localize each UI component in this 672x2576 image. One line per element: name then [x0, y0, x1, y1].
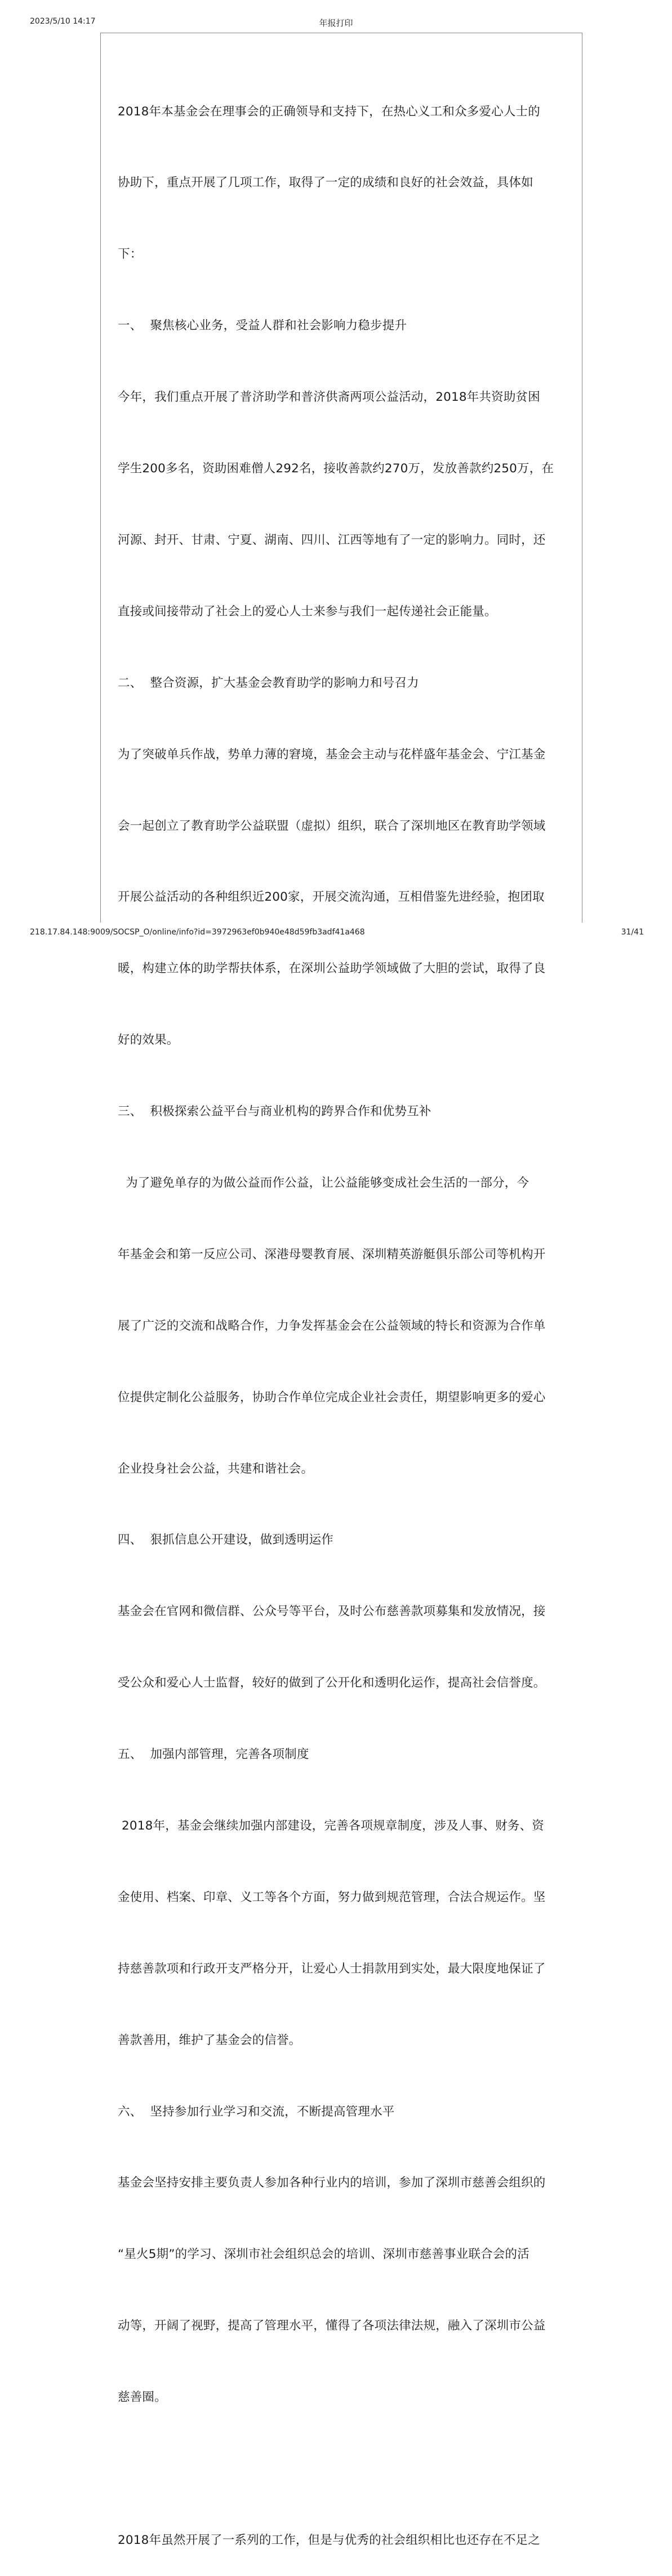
body-line: 动等，开阔了视野，提高了管理水平，懂得了各项法律法规，融入了深圳市公益	[118, 2319, 546, 2333]
blank-line	[118, 2457, 568, 2481]
body-line: “星火5期”的学习、深圳市社会组织总会的培训、深圳市慈善事业联合会的活	[118, 2247, 529, 2262]
body-line: 位提供定制化公益服务，协助合作单位完成企业社会责任，期望影响更多的爱心	[118, 1390, 546, 1405]
section-heading-5: 五、 加强内部管理，完善各项制度	[118, 1747, 309, 1762]
body-line: 为了避免单存的为做公益而作公益，让公益能够变成社会生活的一部分，今	[118, 1175, 529, 1190]
body-line: 好的效果。	[118, 1033, 179, 1048]
body-line: 基金会在官网和微信群、公众号等平台，及时公布慈善款项募集和发放情况，接	[118, 1604, 546, 1619]
page-url: 218.17.84.148:9009/SOCSP_O/online/info?id=3972963ef0b940e48d59fb3adf41a468	[30, 928, 365, 937]
body-line: 2018年本基金会在理事会的正确领导和支持下，在热心义工和众多爱心人士的	[118, 104, 540, 119]
report-body	[118, 52, 568, 2576]
page-number: 31/41	[621, 928, 644, 937]
section-heading-2: 二、 整合资源，扩大基金会教育助学的影响力和号召力	[118, 676, 419, 690]
page-header-title: 年报打印	[319, 18, 353, 28]
body-line: 开展公益活动的各种组织近200家，开展交流沟通，互相借鉴先进经验，抱团取	[118, 890, 545, 905]
print-datetime: 2023/5/10 14:17	[30, 17, 96, 26]
body-line: 为了突破单兵作战，势单力薄的窘境，基金会主动与花样盛年基金会、宁江基金	[118, 747, 546, 762]
body-line: 协助下，重点开展了几项工作，取得了一定的成绩和良好的社会效益，具体如	[118, 176, 533, 190]
body-line: 直接或间接带动了社会上的爱心人士来参与我们一起传递社会正能量。	[118, 604, 497, 619]
body-line: 企业投身社会公益，共建和谐社会。	[118, 1461, 314, 1476]
body-line: 善款善用，维护了基金会的信誉。	[118, 2033, 301, 2047]
body-line: 慈善圈。	[118, 2390, 167, 2405]
body-line: 今年，我们重点开展了普济助学和普济供斋两项公益活动，2018年共资助贫困	[118, 390, 540, 405]
body-line: 基金会坚持安排主要负责人参加各种行业内的培训，参加了深圳市慈善会组织的	[118, 2176, 546, 2190]
body-line: 下：	[118, 247, 143, 262]
body-line: 学生200多名，资助困难僧人292名，接收善款约270万，发放善款约250万，在	[118, 462, 554, 476]
body-line: 受公众和爱心人士监督，较好的做到了公开化和透明化运作，提高社会信誉度。	[118, 1676, 546, 1690]
body-line: 展了广泛的交流和战略合作，力争发挥基金会在公益领域的特长和资源为合作单	[118, 1318, 546, 1333]
body-line: 会一起创立了教育助学公益联盟（虚拟）组织，联合了深圳地区在教育助学领域	[118, 819, 546, 833]
body-line: 暖，构建立体的助学帮扶体系，在深圳公益助学领域做了大胆的尝试，取得了良	[118, 961, 546, 976]
section-heading-6: 六、 坚持参加行业学习和交流，不断提高管理水平	[118, 2104, 395, 2119]
body-line: 2018年虽然开展了一系列的工作，但是与优秀的社会组织相比也还存在不足之	[118, 2533, 540, 2547]
section-heading-1: 一、 聚焦核心业务，受益人群和社会影响力稳步提升	[118, 319, 407, 333]
body-line: 2018年，基金会继续加强内部建设，完善各项规章制度，涉及人事、财务、资	[118, 1818, 544, 1833]
body-line: 河源、封开、甘肃、宁夏、湖南、四川、江西等地有了一定的影响力。同时，还	[118, 533, 546, 547]
section-heading-4: 四、 狠抓信息公开建设，做到透明运作	[118, 1533, 333, 1548]
body-line: 金使用、档案、印章、义工等各个方面，努力做到规范管理，合法合规运作。坚	[118, 1890, 546, 1904]
section-heading-3: 三、 积极探索公益平台与商业机构的跨界合作和优势互补	[118, 1104, 431, 1119]
body-line: 持慈善款项和行政开支严格分开，让爱心人士捐款用到实处，最大限度地保证了	[118, 1961, 546, 1976]
body-line: 年基金会和第一反应公司、深港母婴教育展、深圳精英游艇俱乐部公司等机构开	[118, 1247, 546, 1262]
